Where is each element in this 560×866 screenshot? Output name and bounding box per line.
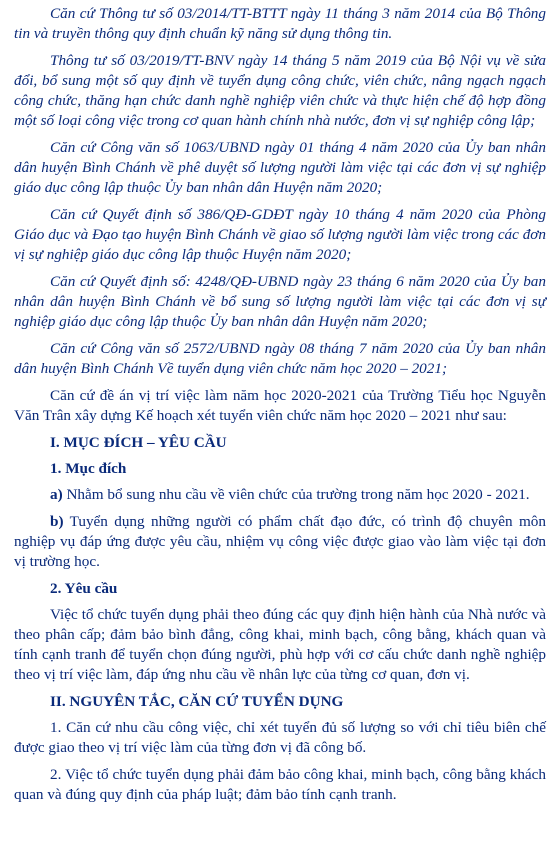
- legal-basis-paragraph-3: Căn cứ Công văn số 1063/UBND ngày 01 tháng 4 năm 2020 của Ủy ban nhân dân huyện Bình Chánh về phê duyệt số lượng người làm việc tại các đơn vị sự nghiệp giáo dục công lập thuộc Ủy ban nhân dân Huyện năm 2020;: [14, 139, 546, 196]
- item-a-label: a): [50, 486, 63, 503]
- legal-basis-paragraph-5: Căn cứ Quyết định số: 4248/QĐ-UBND ngày 23 tháng 6 năm 2020 của Ủy ban nhân dân huyện Bình Chánh về bổ sung số lượng người làm việc tại các đơn vị sự nghiệp giáo dục công lập thuộc Ủy ban nhân dân Huyện năm 2020;: [14, 273, 546, 330]
- item-b-text: Tuyển dụng những người có phẩm chất đạo đức, có trình độ chuyên môn nghiệp vụ đáp ứng được yêu cầu, nhiệm vụ công việc được giao vào làm việc tại đơn vị trường học.: [14, 513, 546, 570]
- section-2-heading: II. NGUYÊN TẮC, CĂN CỨ TUYỂN DỤNG: [50, 693, 344, 710]
- section-1-heading: I. MỤC ĐÍCH – YÊU CẦU: [50, 434, 227, 451]
- legal-basis-paragraph-1: Căn cứ Thông tư số 03/2014/TT-BTTT ngày 11 tháng 3 năm 2014 của Bộ Thông tin và truyền thông quy định chuẩn kỹ năng sử dụng thông tin.: [14, 5, 546, 42]
- principle-item-2: 2. Việc tổ chức tuyển dụng phải đảm bảo công khai, minh bạch, công bằng khách quan và đúng quy định của pháp luật; đảm bảo tính cạnh tranh.: [14, 766, 546, 803]
- purpose-item-b: [14, 512, 546, 572]
- item-b-label: b): [50, 513, 64, 530]
- legal-basis-paragraph-4: Căn cứ Quyết định số 386/QĐ-GDĐT ngày 10 tháng 4 năm 2020 của Phòng Giáo dục và Đạo tạo huyện Bình Chánh về giao số lượng người làm việc trong các đơn vị sự nghiệp giáo dục công lập thuộc Huyện năm 2020;: [14, 206, 546, 263]
- legal-basis-paragraph-2: Thông tư số 03/2019/TT-BNV ngày 14 tháng 5 năm 2019 của Bộ Nội vụ về sửa đổi, bổ sung một số quy định về tuyển dụng công chức, viên chức, nâng ngạch ngạch công chức, thăng hạn chức danh nghề nghiệp viên chức và thực hiện chế độ hợp đồng một số loại công việc trong cơ quan hành chính nhà nước, đơn vị sự nghiệp công lập;: [14, 52, 546, 129]
- intro-paragraph: Căn cứ đề án vị trí việc làm năm học 2020-2021 của Trường Tiểu học Nguyễn Văn Trân xây dựng Kế hoạch xét tuyển viên chức năm học 2020 – 2021 như sau:: [14, 387, 546, 424]
- item-a-text: Nhằm bổ sung nhu cầu về viên chức của trường trong năm học 2020 - 2021.: [62, 486, 530, 503]
- subsection-purpose-heading: 1. Mục đích: [50, 460, 127, 477]
- principle-item-1: 1. Căn cứ nhu cầu công việc, chỉ xét tuyển đủ số lượng so với chỉ tiêu biên chế được giao theo vị trí việc làm của từng đơn vị đã công bố.: [14, 719, 546, 756]
- legal-basis-paragraph-6: Căn cứ Công văn số 2572/UBND ngày 08 tháng 7 năm 2020 của Ủy ban nhân dân huyện Bình Chánh Về tuyển dụng viên chức năm học 2020 – 2021;: [14, 340, 546, 377]
- subsection-requirements-heading: 2. Yêu cầu: [50, 580, 118, 597]
- purpose-item-a: [14, 485, 546, 505]
- requirements-paragraph: Việc tổ chức tuyển dụng phải theo đúng các quy định hiện hành của Nhà nước và theo phân cấp; đảm bảo bình đẳng, công khai, minh bạch, công bằng, khách quan và tính cạnh tranh để tuyển chọn đúng người, phù hợp với cơ cấu chức danh nghề nghiệp theo vị trí việc làm, đáp ứng nhu cầu về nhân lực của từng cơ quan, đơn vị.: [14, 606, 546, 683]
